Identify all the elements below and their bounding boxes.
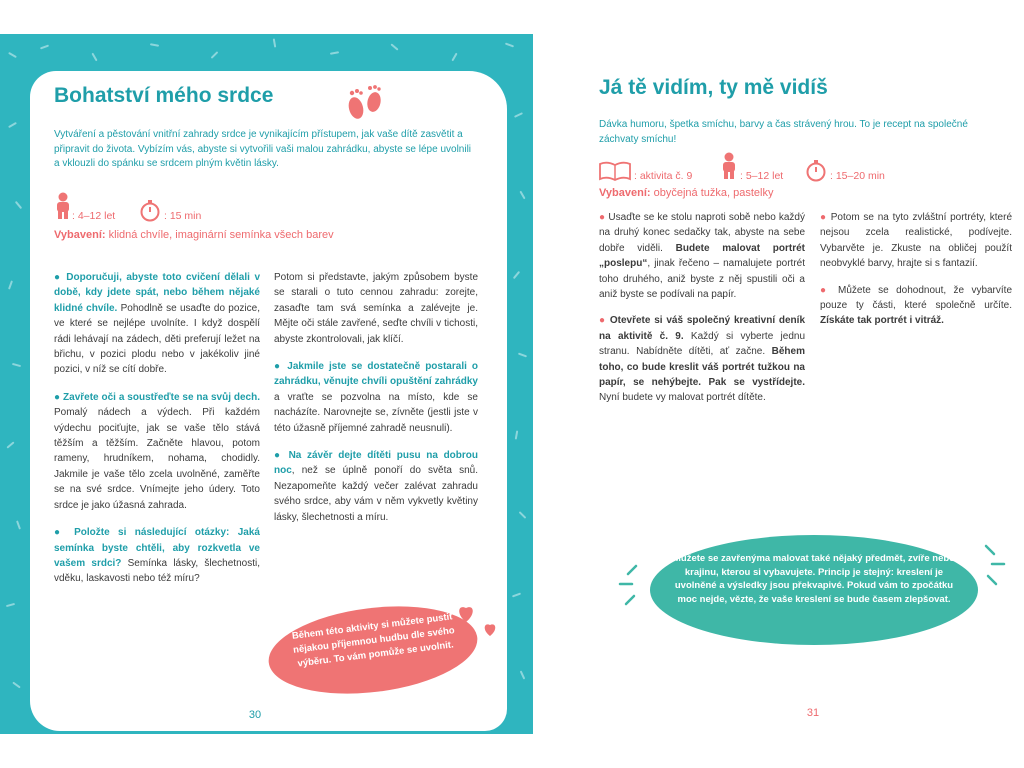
age-range-right: : 5–12 let bbox=[740, 170, 784, 182]
child-icon bbox=[54, 192, 72, 220]
sparkle-lines-icon bbox=[614, 560, 644, 610]
paragraph: ● Usaďte se ke stolu naproti sobě nebo každý na druhý konec sedačky tak, abyste na sebe dobře viděli. Budete malovat portrét „poslepu“, jinak řečeno – namalujete portrét toho druhého, aniž byste z něj spustili oči a aniž byste se podívali na papír. bbox=[599, 212, 806, 301]
page-title-left: Bohatství mého srdce bbox=[54, 84, 274, 107]
child-icon bbox=[720, 152, 738, 180]
intro-text-left: Vytváření a pěstování vnitřní zahrady srdce je vynikajícím přístupem, jak vaše dítě zasvětit a připravit do života. Vybízím vás, abyste si vytvořili vaši malou zahrádku, abyste se lépe uvolnili a vklouzli do spánku se srdcem plným květin lásky. bbox=[54, 129, 472, 169]
sparkle-lines-icon bbox=[980, 540, 1010, 590]
paragraph: Potom si představte, jakým způsobem byste se starali o tuto cennou zahradu: zorejte, zasaďte tam svá semínka a zalévejte je. Mějte oči stále zavřené, seďte chvíli v tichosti, abyste zkontrolovali, jak klíčí. bbox=[274, 272, 478, 345]
age-range-left: : 4–12 let bbox=[72, 210, 116, 222]
page-number-left: 30 bbox=[240, 705, 270, 725]
left-column-1 bbox=[54, 270, 260, 599]
equipment-right: Vybavení: obyčejná tužka, pastelky bbox=[599, 187, 774, 199]
footprints-icon bbox=[344, 84, 386, 122]
book-icon bbox=[598, 160, 632, 182]
right-column-1 bbox=[599, 210, 805, 417]
activity-number: : aktivita č. 9 bbox=[634, 170, 693, 182]
paragraph: ● Položte si následující otázky: Jaká semínka byste chtěli, aby rozkvetla ve vašem srdci? Semínka lásky, šlechetnosti, vděku, laskavosti nebo též míru? bbox=[54, 527, 260, 585]
duration-left: : 15 min bbox=[164, 210, 202, 222]
equipment-left: Vybavení: klidná chvíle, imaginární semínka všech barev bbox=[54, 229, 334, 241]
page-number-right: 31 bbox=[806, 707, 820, 719]
duration-right: : 15–20 min bbox=[830, 170, 885, 182]
intro-text-right: Dávka humoru, špetka smíchu, barvy a čas strávený hrou. To je recept na společné záchvaty smíchu! bbox=[599, 119, 968, 145]
paragraph: ● Zavřete oči a soustřeďte se na svůj dech. Pomalý nádech a výdech. Při každém výdechu pociťujte, jak se vaše tělo stává těžším a těžším. Začněte hlavou, potom rameny, hrudníkem, nohama, chodidly. Jakmile je vaše tělo zcela uvolněné, zaměřte se na své srdce. Vnímejte jeho údery. Toto srdce je jako úžasná zahrada. bbox=[54, 391, 260, 511]
paragraph: ● Potom se na tyto zvláštní portréty, které nejsou zcela realistické, podívejte. Vybarvěte je. Zkuste na obličej použít neobvyklé barvy, hrajte si s fantazií. bbox=[820, 212, 1012, 270]
stopwatch-icon bbox=[804, 158, 828, 182]
page-title-right: Já tě vidím, ty mě vidíš bbox=[599, 76, 828, 99]
tip-text-right: Můžete se zavřenýma malovat také nějaký předmět, zvíře nebo krajinu, kterou si vybavujete. Princip je stejný: kreslení je uvolněné a výsledky jsou překvapivé. Pokud vám to zpočátku moc nejde, vězte, že vaše kreslení se bude časem zlepšovat. bbox=[673, 553, 955, 605]
paragraph: ● Doporučuji, abyste toto cvičení dělali v době, kdy jdete spát, nebo během nějaké klidné chvíle. Pohodlně se usaďte do pozice, ve které se nejlépe uvolníte. I když dospělí rádi lehávají na zádech, děti preferují ležet na břichu, v pozici plodu nebo v jakékoliv jiné pozici, v níž se cítí dobře. bbox=[54, 272, 261, 376]
paragraph: ● Na závěr dejte dítěti pusu na dobrou noc, než se úplně ponoří do světa snů. Nezapomeňte každý večer zalévat zahradu svého srdce, aby vám v něm vykvetly květiny lásky, šlechetnosti a míru. bbox=[274, 450, 478, 523]
paragraph: ● Můžete se dohodnout, že vybarvíte pouze ty části, které společně určíte. Získáte tak portrét i vitráž. bbox=[820, 284, 1013, 327]
paragraph: ● Jakmile jste se dostatečně postarali o zahrádku, věnujte chvíli opuštění zahrádky a vraťte se pozvolna na místo, kde se nacházíte. Narovnejte se, zívněte (jestli jste v této úžasně příjemné zahradě neusnuli). bbox=[274, 361, 478, 434]
left-column-2 bbox=[274, 270, 478, 537]
right-column-2 bbox=[820, 210, 1012, 340]
stopwatch-icon bbox=[138, 198, 162, 222]
paragraph: ● Otevřete si váš společný kreativní deník na aktivitě č. 9. Každý si vyberte jednu stranu. Nabídněte dítěti, ať začne. Během toho, co bude kreslit váš portrét tužkou na papír, se nehýbejte. Pak se vystřídejte. Nyní budete vy malovat portrét dítěte. bbox=[599, 315, 806, 404]
tip-text-left: Během této aktivity si můžete pustit nějakou příjemnou hudbu dle svého výběru. To vám pomůže se uvolnit. bbox=[291, 611, 456, 670]
